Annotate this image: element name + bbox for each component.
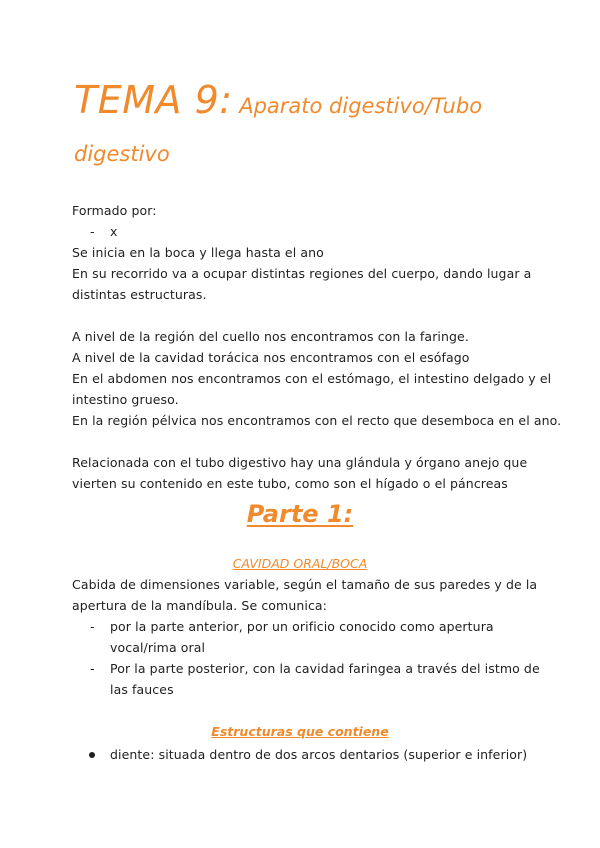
section-item-2b: las fauces	[110, 682, 174, 697]
section-item-1	[72, 616, 532, 637]
region-line-3: En el abdomen nos encontramos con el estómago, el intestino delgado y el	[72, 371, 552, 386]
section-item-2	[72, 658, 540, 679]
estructuras-heading: Estructuras que contiene	[211, 724, 389, 739]
related-block	[72, 452, 532, 494]
list-item	[72, 744, 532, 765]
regions-block	[72, 326, 562, 431]
dash-mark: -	[90, 619, 95, 634]
intro-formado: Formado por:	[72, 203, 157, 218]
related-line-2: vierten su contenido en este tubo, como son el hígado o el páncreas	[72, 476, 508, 491]
dash-mark: -	[90, 224, 95, 239]
section-item-2a: Por la parte posterior, con la cavidad faringea a través del istmo de	[110, 661, 540, 676]
title-line-2: digestivo	[74, 142, 170, 166]
intro-line-3: distintas estructuras.	[72, 287, 207, 302]
dash-item-text: x	[110, 224, 118, 239]
section-para-1: Cabida de dimensiones variable, según el tamaño de sus paredes y de la	[72, 577, 538, 592]
title-rest: Aparato digestivo/Tubo	[232, 94, 483, 118]
section-para-2: apertura de la mandíbula. Se comunica:	[72, 598, 327, 613]
intro-dash-item	[72, 221, 532, 242]
section-heading: CAVIDAD ORAL/BOCA	[232, 556, 368, 571]
section-block	[72, 574, 540, 700]
section-item-2-cont	[72, 679, 532, 700]
intro-line-1: Se inicia en la boca y llega hasta el ano	[72, 245, 324, 260]
intro-block	[72, 200, 532, 305]
intro-line-2: En su recorrido va a ocupar distintas regiones del cuerpo, dando lugar a	[72, 266, 532, 281]
region-line-5: En la región pélvica nos encontramos con el recto que desemboca en el ano.	[72, 413, 562, 428]
section-item-1b: vocal/rima oral	[110, 640, 206, 655]
page-title	[74, 78, 482, 122]
related-line-1: Relacionada con el tubo digestivo hay una glándula y órgano anejo que	[72, 455, 528, 470]
title-main: TEMA 9:	[74, 78, 233, 122]
estructuras-list	[72, 744, 532, 765]
region-line-4: intestino grueso.	[72, 392, 179, 407]
region-line-1: A nivel de la región del cuello nos encontramos con la faringe.	[72, 329, 469, 344]
region-line-2: A nivel de la cavidad torácica nos encontramos con el esófago	[72, 350, 470, 365]
bullet-dot	[89, 752, 95, 758]
section-item-1-cont	[72, 637, 532, 658]
dash-mark: -	[90, 661, 95, 676]
estructuras-item-1: diente: situada dentro de dos arcos dentarios (superior e inferior)	[110, 747, 528, 762]
part-heading: Parte 1:	[246, 500, 354, 528]
section-item-1a: por la parte anterior, por un orificio conocido como apertura	[110, 619, 494, 634]
